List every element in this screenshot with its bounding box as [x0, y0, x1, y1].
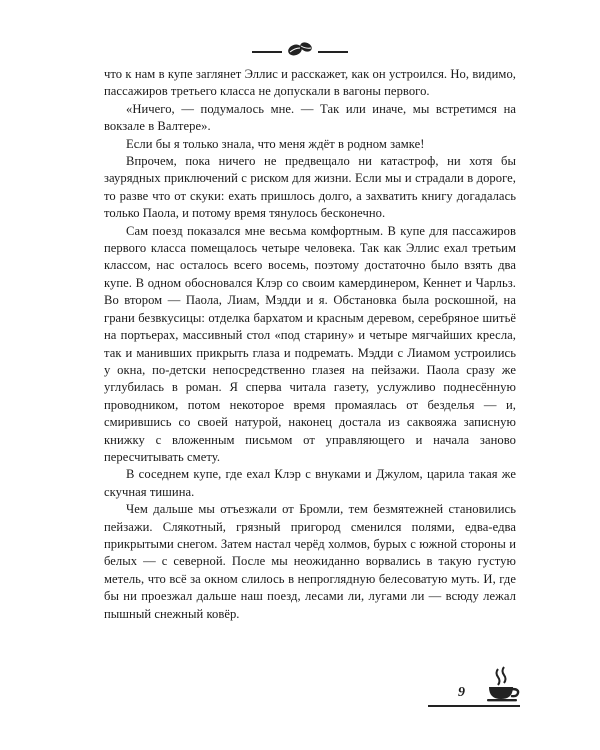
paragraph: Впрочем, пока ничего не предвещало ни катастроф, ни хотя бы заурядных приключений с риском для жизни. Если мы и страдали в дороге, то разве что от скуки: ехать пришлось долго, а захватить книгу догадалась только Паола, и потому время тянулось бесконечно.: [104, 154, 516, 221]
paragraph: В соседнем купе, где ехал Клэр с внуками и Джулом, царила такая же скучная тишина.: [104, 467, 516, 499]
page-number: 9: [458, 685, 465, 700]
paragraph: «Ничего, — подумалось мне. — Так или иначе, мы встретимся на вокзале в Валтере».: [104, 101, 516, 134]
header-rule-right: [318, 51, 348, 53]
header-rule-left: [252, 51, 282, 53]
book-text: [104, 66, 516, 623]
footer-rule: [428, 705, 520, 707]
coffee-beans-icon: [286, 40, 314, 58]
paragraph: что к нам в купе заглянет Эллис и расскажет, как он устроился. Но, видимо, пассажиров третьего класса не допускали в вагоны первого.: [104, 67, 516, 99]
coffee-cup-icon: [485, 665, 521, 703]
paragraph: Если бы я только знала, что меня ждёт в родном замке!: [126, 136, 425, 151]
paragraph: Чем дальше мы отъезжали от Бромли, тем безмятежней становились пейзажи. Слякотный, грязный пригород сменился полями, едва-едва прикрытыми снегом. Затем настал черёд холмов, бурых с южной стороны и белых — с северной. После мы неожиданно ворвались в такую густую метель, что всё за окном слилось в непроглядную белесоватую муть. И, где бы ни проезжал дальше наш поезд, лесами ли, лугами ли — всюду лежал пышный снежный ковёр.: [104, 502, 516, 621]
paragraph: Сам поезд показался мне весьма комфортным. В купе для пассажиров первого класса помещалось четыре человека. Так как Эллис ехал третьим классом, нас осталось всего восемь, поэтому достаточно было взять два купе. В одном обосновался Клэр со своим камердинером, Кеннет и Чарльз. Во втором — Паола, Лиам, Мэдди и я. Обстановка была роскошной, на грани безвкусицы: отделка бархатом и красным деревом, серебряное шитьё на портьерах, массивный стол «под старину» и четыре мягчайших кресла, так и манивших прикрыть глаза и подремать. Мэдди с Лиамом устроились у окна, по-детски непосредственно глазея на пейзажи. Паола сразу же углубилась в роман. Я сперва читала газету, услужливо поднесённую проводником, потом некоторое время промаялась от безделья — и, смирившись со своей натурой, наконец достала из саквояжа записную книжку с вложенным письмом от управляющего и начала заново пересчитывать смету.: [104, 223, 516, 464]
header-ornament: [252, 40, 348, 58]
